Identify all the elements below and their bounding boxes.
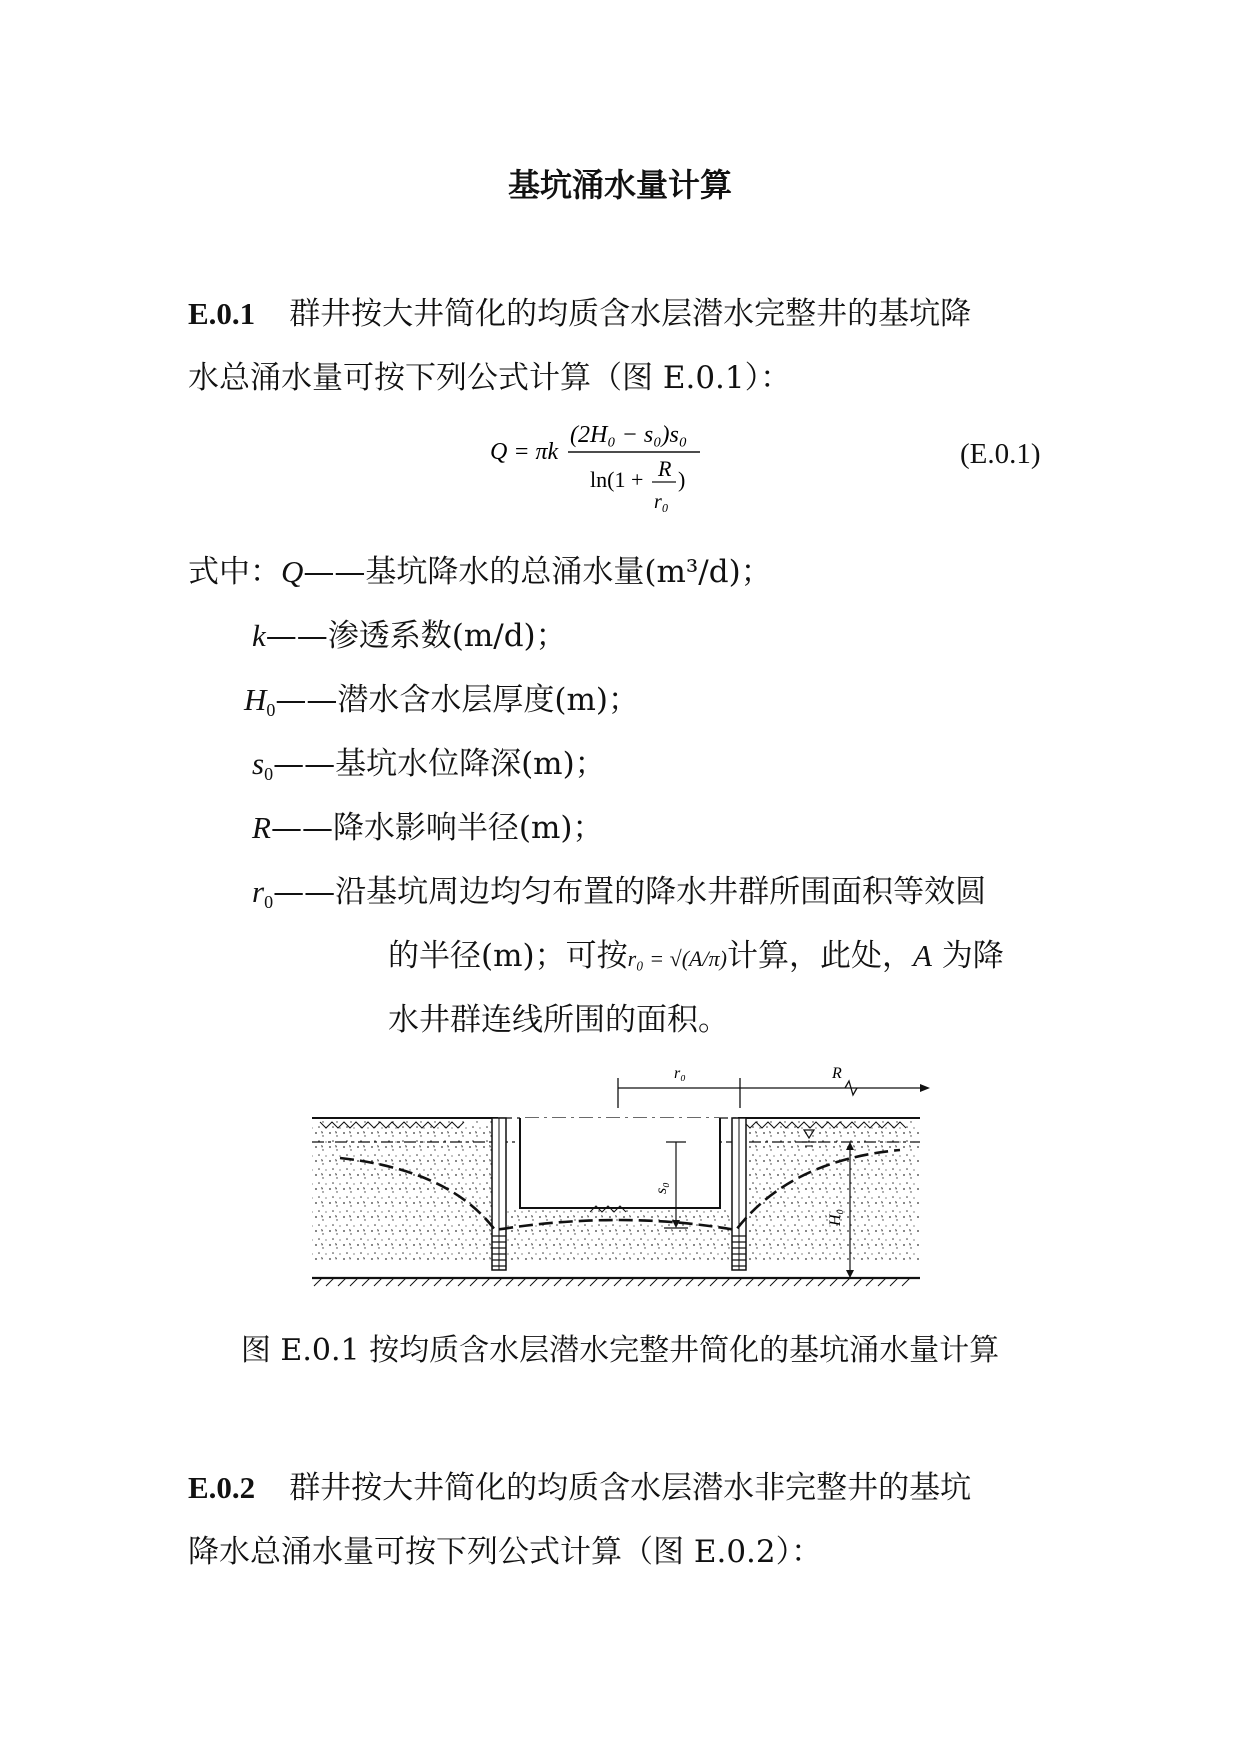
where-item-s0 bbox=[252, 744, 606, 794]
base-hatch bbox=[314, 1278, 910, 1286]
formula-den-r0: r₀ bbox=[654, 491, 669, 513]
formula-svg bbox=[490, 420, 750, 520]
well-right bbox=[732, 1118, 746, 1270]
desc-r: ——降水影响半径(m)； bbox=[270, 810, 604, 846]
desc-k: ——渗透系数(m/d)； bbox=[265, 618, 567, 654]
where-r0-line2 bbox=[388, 936, 1004, 979]
where-item-r0 bbox=[252, 872, 986, 922]
formula-numerator: (2H₀ − s₀)s₀ bbox=[570, 422, 688, 448]
clause-text-e02: 群井按大井简化的均质含水层潜水非完整井的基坑 bbox=[289, 1470, 972, 1506]
label-h0: H₀ bbox=[827, 1208, 844, 1226]
formula-lhs: Q = πk bbox=[490, 439, 559, 465]
symbol-k: k bbox=[252, 618, 266, 653]
formula-e01 bbox=[490, 420, 750, 524]
where-item-r bbox=[252, 808, 604, 848]
symbol-r-big: R bbox=[252, 810, 271, 845]
where-prefix: 式中： bbox=[188, 554, 281, 590]
page-title: 基坑涌水量计算 bbox=[507, 166, 732, 204]
clause-text: 群井按大井简化的均质含水层潜水完整井的基坑降 bbox=[289, 296, 972, 332]
symbol-q: Q bbox=[281, 554, 304, 589]
clause-e01-line1 bbox=[188, 294, 971, 334]
figure-caption: 图 E.0.1 按均质含水层潜水完整井简化的基坑涌水量计算 bbox=[240, 1333, 1000, 1368]
desc-q: ——基坑降水的总涌水量(m³/d)； bbox=[303, 554, 772, 590]
formula-den-ln: ln(1 + bbox=[590, 467, 644, 492]
r0-line2-c: 为降 bbox=[931, 938, 1004, 974]
symbol-r-sub: 0 bbox=[264, 892, 274, 912]
desc-s0: ——基坑水位降深(m)； bbox=[273, 746, 606, 782]
figure-e01 bbox=[300, 1060, 940, 1310]
where-item-h0 bbox=[244, 680, 639, 730]
clause-e01-line2: 水总涌水量可按下列公式计算（图 E.0.1）： bbox=[188, 360, 792, 396]
excavation-pit bbox=[520, 1118, 720, 1208]
r0-var-a: A bbox=[912, 938, 932, 973]
r0-line2-b: 计算，此处， bbox=[726, 938, 913, 974]
symbol-h-sub: 0 bbox=[266, 700, 276, 720]
dimension-line bbox=[618, 1078, 930, 1108]
clause-number-e02: E.0.2 bbox=[188, 1470, 256, 1505]
label-s0: s₀ bbox=[653, 1182, 670, 1194]
formula-den-r: R bbox=[658, 456, 672, 481]
r0-formula: r₀ = √(A/π) bbox=[627, 946, 727, 971]
clause-number: E.0.1 bbox=[188, 296, 256, 331]
desc-h0: ——潜水含水层厚度(m)； bbox=[275, 682, 639, 718]
symbol-s: s bbox=[252, 746, 265, 781]
r0-line2-a: 的半径(m)；可按 bbox=[388, 938, 628, 974]
symbol-r: r bbox=[252, 874, 265, 909]
label-r0: r₀ bbox=[674, 1065, 686, 1082]
soil-left bbox=[312, 1120, 498, 1260]
clause-e02-line1 bbox=[188, 1468, 971, 1508]
well-left bbox=[492, 1118, 506, 1270]
equation-number: (E.0.1) bbox=[960, 438, 1041, 470]
where-item-k bbox=[252, 616, 567, 656]
label-r: R bbox=[832, 1065, 842, 1082]
clause-e02-line2: 降水总涌水量可按下列公式计算（图 E.0.2）： bbox=[188, 1534, 823, 1570]
soil-bottom bbox=[498, 1208, 738, 1260]
soil-right bbox=[738, 1120, 920, 1260]
symbol-h: H bbox=[244, 682, 267, 717]
where-item-q bbox=[188, 552, 772, 592]
desc-r0: ——沿基坑周边均匀布置的降水井群所围面积等效圆 bbox=[273, 874, 987, 910]
formula-den-close: ) bbox=[678, 467, 686, 492]
symbol-s-sub: 0 bbox=[264, 764, 274, 784]
where-r0-line3: 水井群连线所围的面积。 bbox=[388, 1002, 729, 1038]
